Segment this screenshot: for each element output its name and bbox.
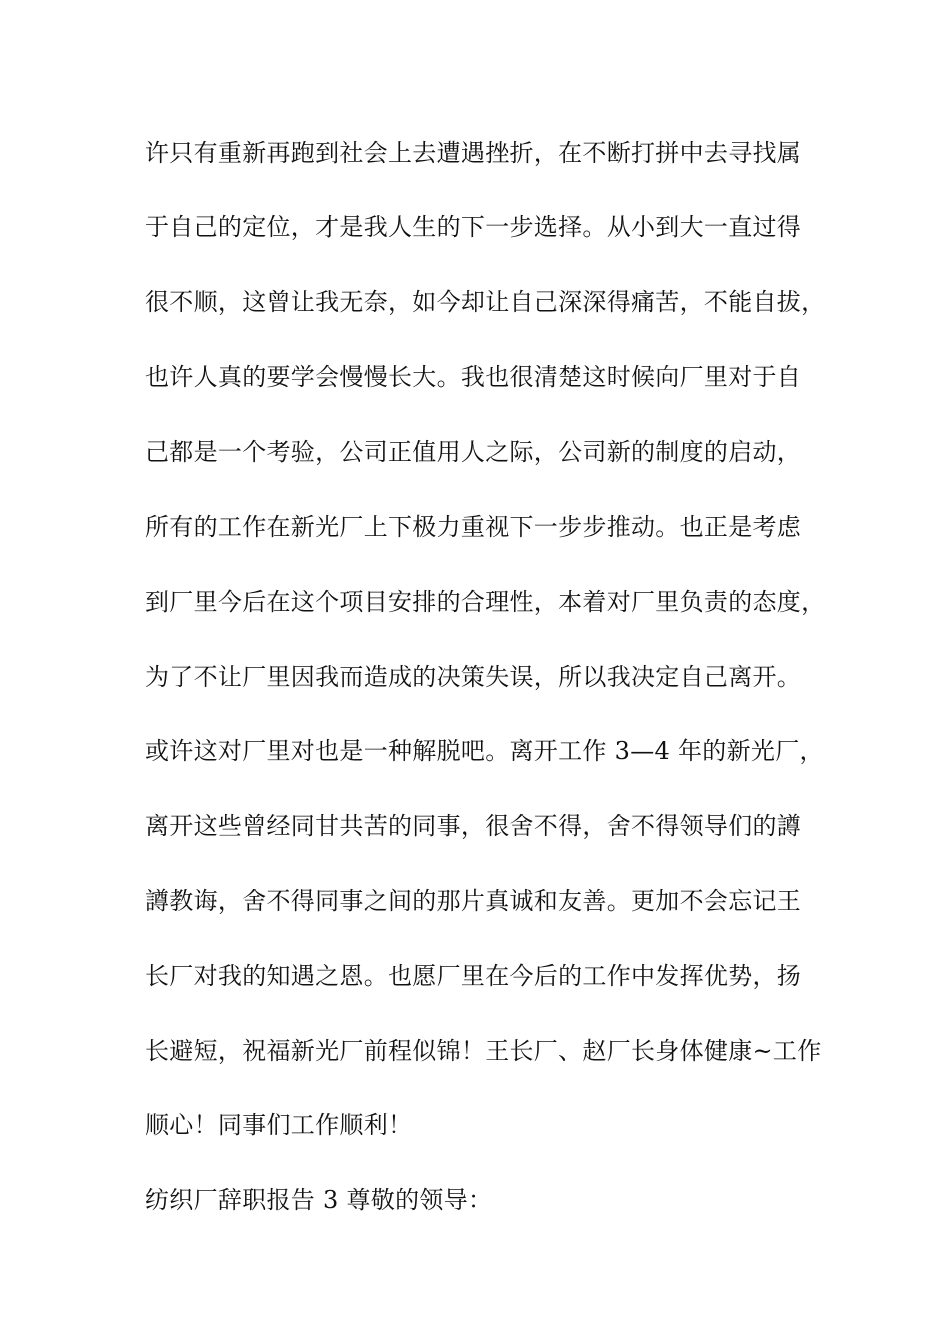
paragraph-line-3: 很不顺，这曾让我无奈，如今却让自己深深得痛苦，不能自拔，: [145, 288, 826, 316]
paragraph-line-9: 或许这对厂里对也是一种解脱吧。离开工作 3—4 年的新光厂，: [145, 737, 824, 765]
paragraph-line-2: 于自己的定位，才是我人生的下一步选择。从小到大一直过得: [145, 213, 802, 241]
paragraph-line-5: 己都是一个考验，公司正值用人之际，公司新的制度的启动，: [145, 438, 802, 466]
paragraph-line-13: 长避短，祝福新光厂前程似锦！王长厂、赵厂长身体健康~工作: [145, 1037, 822, 1065]
paragraph-line-14: 顺心！同事们工作顺利！: [145, 1111, 413, 1139]
paragraph-line-4: 也许人真的要学会慢慢长大。我也很清楚这时候向厂里对于自: [145, 363, 802, 391]
paragraph-line-8: 为了不让厂里因我而造成的决策失误，所以我决定自己离开。: [145, 663, 802, 691]
paragraph-line-11: 譐教诲，舍不得同事之间的那片真诚和友善。更加不会忘记王: [145, 887, 802, 915]
paragraph-line-1: 许只有重新再跑到社会上去遭遇挫折，在不断打拼中去寻找属: [145, 139, 802, 167]
paragraph-line-7: 到厂里今后在这个项目安排的合理性，本着对厂里负责的态度，: [145, 588, 826, 616]
paragraph-line-10: 离开这些曾经同甘共苦的同事，很舍不得，舍不得领导们的譐: [145, 812, 802, 840]
section-heading: 纺织厂辞职报告 3 尊敬的领导：: [145, 1186, 493, 1214]
paragraph-line-6: 所有的工作在新光厂上下极力重视下一步步推动。也正是考虑: [145, 513, 802, 541]
paragraph-line-12: 长厂对我的知遇之恩。也愿厂里在今后的工作中发挥优势，扬: [145, 962, 802, 990]
